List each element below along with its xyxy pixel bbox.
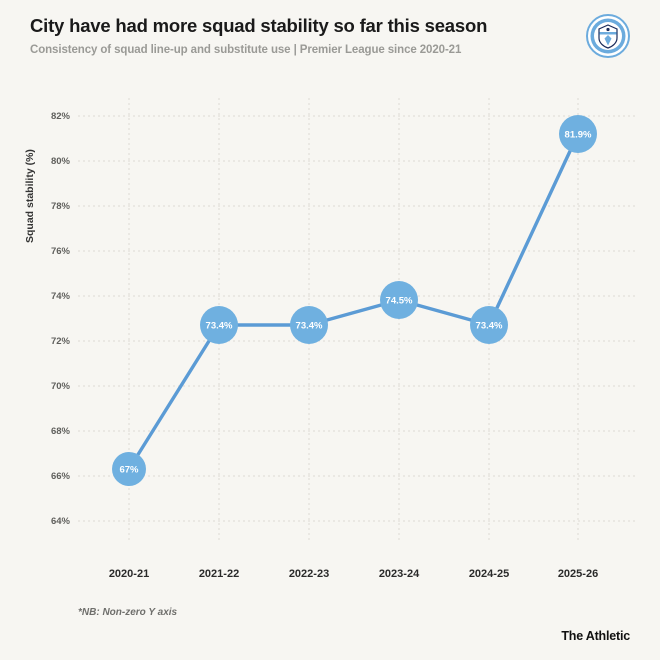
grid-lines [78,98,636,540]
y-axis-label: Squad stability (%) [24,149,36,243]
data-point-label: 67% [119,464,139,476]
data-series-line [129,134,578,469]
data-point[interactable] [112,452,146,486]
x-tick-label: 2023-24 [378,568,420,578]
y-tick-label: 72% [50,336,70,347]
y-tick-label: 78% [50,201,70,212]
y-tick-label: 64% [50,516,70,527]
x-tick-label: 2024-25 [468,568,510,578]
x-tick-label: 2021-22 [198,568,240,578]
data-point[interactable] [380,281,418,319]
x-tick-label: 2022-23 [288,568,330,578]
data-point-label: 73.4% [475,320,503,332]
y-tick-label: 70% [50,381,70,392]
y-tick-label: 68% [50,426,70,437]
data-point[interactable] [559,115,597,153]
chart-footnote: *NB: Non-zero Y axis [78,607,178,618]
brand-logo: The Athletic [561,629,630,643]
data-point-label: 81.9% [564,129,592,141]
manchester-city-crest-icon [586,14,630,58]
chart-subtitle: Consistency of squad line-up and substitute use | Premier League since 2020-21 [30,44,462,57]
y-tick-label: 80% [50,156,70,167]
x-tick-label: 2025-26 [557,568,599,578]
chart-header [30,14,630,56]
y-tick-label: 66% [50,471,70,482]
data-point[interactable] [290,306,328,344]
x-tick-label: 2020-21 [108,568,150,578]
y-tick-label: 74% [50,291,70,302]
chart-plot-area [0,78,660,578]
y-tick-label: 76% [50,246,70,257]
data-point-label: 73.4% [295,320,323,332]
line-chart-svg [0,78,660,578]
data-point-label: 73.4% [205,320,233,332]
y-tick-label: 82% [50,111,70,122]
data-point[interactable] [470,306,508,344]
data-point-label: 74.5% [385,295,413,307]
data-point[interactable] [200,306,238,344]
y-axis-ticks [51,111,71,527]
data-point-markers [112,115,597,486]
page-title: City have had more squad stability so far this season [30,15,488,36]
x-axis-ticks [109,568,598,578]
